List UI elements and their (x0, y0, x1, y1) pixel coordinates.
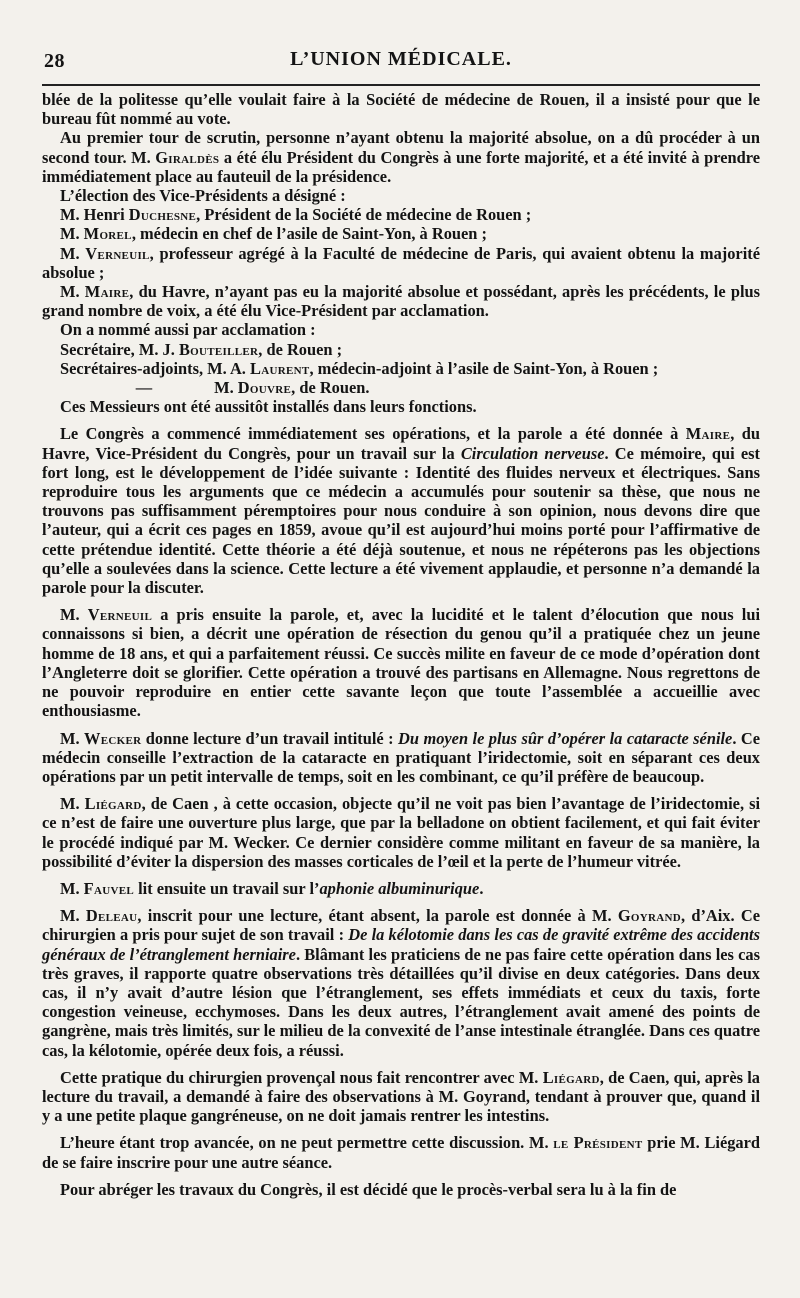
person-name: Laurent (249, 358, 310, 378)
journal-title: L’UNION MÉDICALE. (290, 48, 512, 70)
list-item: M. Verneuil, professeur agrégé à la Faculté de médecine de Paris, qui avaient obtenu la majorité absolue ; (42, 243, 760, 282)
work-title: aphonie albuminurique (319, 878, 480, 898)
person-name: Deleau (85, 906, 138, 926)
page-number: 28 (44, 50, 65, 72)
person-name: Giraldès (155, 147, 220, 167)
person-name: Liégard (84, 794, 142, 814)
paragraph: Au premier tour de scrutin, personne n’ayant obtenu la majorité absolue, on a dû procéder à un second tour. M. Giraldès a été élu Président du Congrès à une forte majorité, et a été invité à prendre immédiatement place au fauteuil de la présidence. (42, 128, 760, 186)
paragraph: blée de la politesse qu’elle voulait faire à la Société de médecine de Rouen, il a insisté pour que le bureau fût nommé au vote. (42, 90, 760, 129)
paragraph: L’heure étant trop avancée, on ne peut permettre cette discussion. M. le Président prie M. Liégard de se faire inscrire pour une autre séance. (42, 1133, 761, 1172)
person-name: le Président (553, 1133, 643, 1153)
person-name: Bouteiller (178, 339, 259, 359)
list-item: Secrétaire, M. J. Bouteiller, de Rouen ; (60, 339, 343, 359)
list-item: — M. Douvre, de Rouen. (42, 378, 760, 397)
work-title: De la kélotomie dans les cas de gravité extrême des accidents généraux de l’étranglement herniaire (42, 925, 760, 964)
list-item: M. Henri Duchesne, Président de la Société de médecine de Rouen ; (60, 205, 532, 225)
person-name: Maire (685, 424, 731, 444)
paragraph: M. Verneuil a pris ensuite la parole, et, avec la lucidité et le talent d’élocution que nous lui connaissons si bien, a décrit une opération de résection du genou qu’il a pratiquée chez un jeune homme de 18 ans, et qui a parfaitement réussi. Ce succès milite en faveur de ce mode d’opération dont l’Angleterre doit se glorifier. Cette opération a trouvé des partisans en Allemagne. Nous regrettons de ne pouvoir reproduire en entier cette savante leçon que toute l’assemblée a accueillie avec enthousiasme. (42, 605, 760, 721)
person-name: Maire (84, 282, 130, 302)
paragraph: On a nommé aussi par acclamation : (60, 320, 316, 340)
person-name: Verneuil (85, 243, 150, 263)
paragraph: M. Liégard, de Caen , à cette occasion, objecte qu’il ne voit pas bien l’avantage de l’iridectomie, si ce n’est de faire une ouverture plus large, que par la belladone on obtient facilement, et qui fait éviter le procédé indiqué par M. Wecker. Ce dernier considère comme militant en faveur de sa manière, la possibilité d’éviter la dispersion des masses corticales de l’œil et la perte de l’humeur vitrée. (42, 794, 760, 871)
list-item: M. Maire, du Havre, n’ayant pas eu la majorité absolue et possédant, après les précédents, le plus grand nombre de voix, a été élu Vice-Président par acclamation. (42, 282, 760, 321)
header-rule (42, 84, 760, 86)
person-name: Liégard (542, 1067, 600, 1087)
work-title: Du moyen le plus sûr d’opérer la cataracte sénile (398, 728, 733, 748)
paragraph: Pour abréger les travaux du Congrès, il est décidé que le procès-verbal sera lu à la fin de (60, 1179, 677, 1199)
ditto-dash: — (135, 378, 153, 398)
list-item: Secrétaires-adjoints, M. A. Laurent, médecin-adjoint à l’asile de Saint-Yon, à Rouen ; (60, 358, 659, 378)
person-name: Duchesne (128, 205, 197, 225)
paragraph: Ces Messieurs ont été aussitôt installés dans leurs fonctions. (60, 397, 477, 417)
paragraph: M. Fauvel lit ensuite un travail sur l’aphonie albuminurique. (60, 878, 484, 898)
person-name: Verneuil (87, 605, 153, 625)
paragraph: L’élection des Vice-Présidents a désigné : (60, 186, 346, 206)
person-name: Morel (83, 224, 132, 244)
paragraph: Le Congrès a commencé immédiatement ses opérations, et la parole a été donnée à Maire, du Havre, Vice-Président du Congrès, pour un travail sur la Circulation nerveuse. Ce mémoire, qui est fort long, est le développement de l’idée suivante : Identité des fluides nerveux et électriques. Sans reproduire tous les arguments que ce médecin a accumulés pour soutenir sa thèse, que nous ne trouvons pas suffisamment péremptoires pour nous conduire à son opinion, nous devons dire que l’auteur, qui a écrit ces pages en 1859, avoue qu’il est aujourd’hui moins porté pour l’affirmative de cette prétendue identité. Cette théorie a été déjà soutenue, et nous ne répéterons pas les objections qu’elle a soulevées dans la science. Cette lecture a été vivement applaudie, et personne n’a demandé la parole pour la discuter. (42, 424, 760, 598)
paragraph: M. Wecker donne lecture d’un travail intitulé : Du moyen le plus sûr d’opérer la cataracte sénile. Ce médecin conseille l’extraction de la cataracte en pratiquant l’iridectomie, soit en séparant ces deux opérations par un petit intervalle de temps, soit en les combinant, ce qu’il préfère de beaucoup. (42, 728, 760, 786)
running-head (42, 44, 760, 80)
work-title: Circulation nerveuse (460, 443, 605, 463)
person-name: Douvre (237, 378, 292, 398)
article-body (42, 90, 760, 1199)
list-item: M. Morel, médecin en chef de l’asile de Saint-Yon, à Rouen ; (60, 224, 487, 244)
paragraph: Cette pratique du chirurgien provençal nous fait rencontrer avec M. Liégard, de Caen, qui, après la lecture du travail, a demandé à faire des observations à M. Goyrand, tendant à prouver que, quand il y a une petite plaque gangréneuse, on ne doit jamais rentrer les intestins. (42, 1067, 760, 1126)
person-name: Fauvel (83, 878, 134, 898)
person-name: Goyrand (617, 906, 681, 926)
person-name: Wecker (84, 728, 142, 748)
paragraph: M. Deleau, inscrit pour une lecture, étant absent, la parole est donnée à M. Goyrand, d’Aix. Ce chirurgien a pris pour sujet de son travail : De la kélotomie dans les cas de gravité extrême des accidents généraux de l’étranglement herniaire. Blâmant les praticiens de ne pas faire cette opération dans les cas très graves, il rapporte quatre observations très détaillées qu’il divise en deux catégories. Dans deux cas, il n’y avait d’autre lésion que l’étranglement, ses effets immédiats et ceux du taxis, forte congestion veineuse, ecchymoses. Dans les deux autres, l’étranglement avait amené des points de gangrène, mais très limités, sur le milieu de la convexité de l’anse intestinale étranglée. Dans ces quatre cas, la kélotomie, opérée deux fois, a réussi. (42, 906, 760, 1060)
